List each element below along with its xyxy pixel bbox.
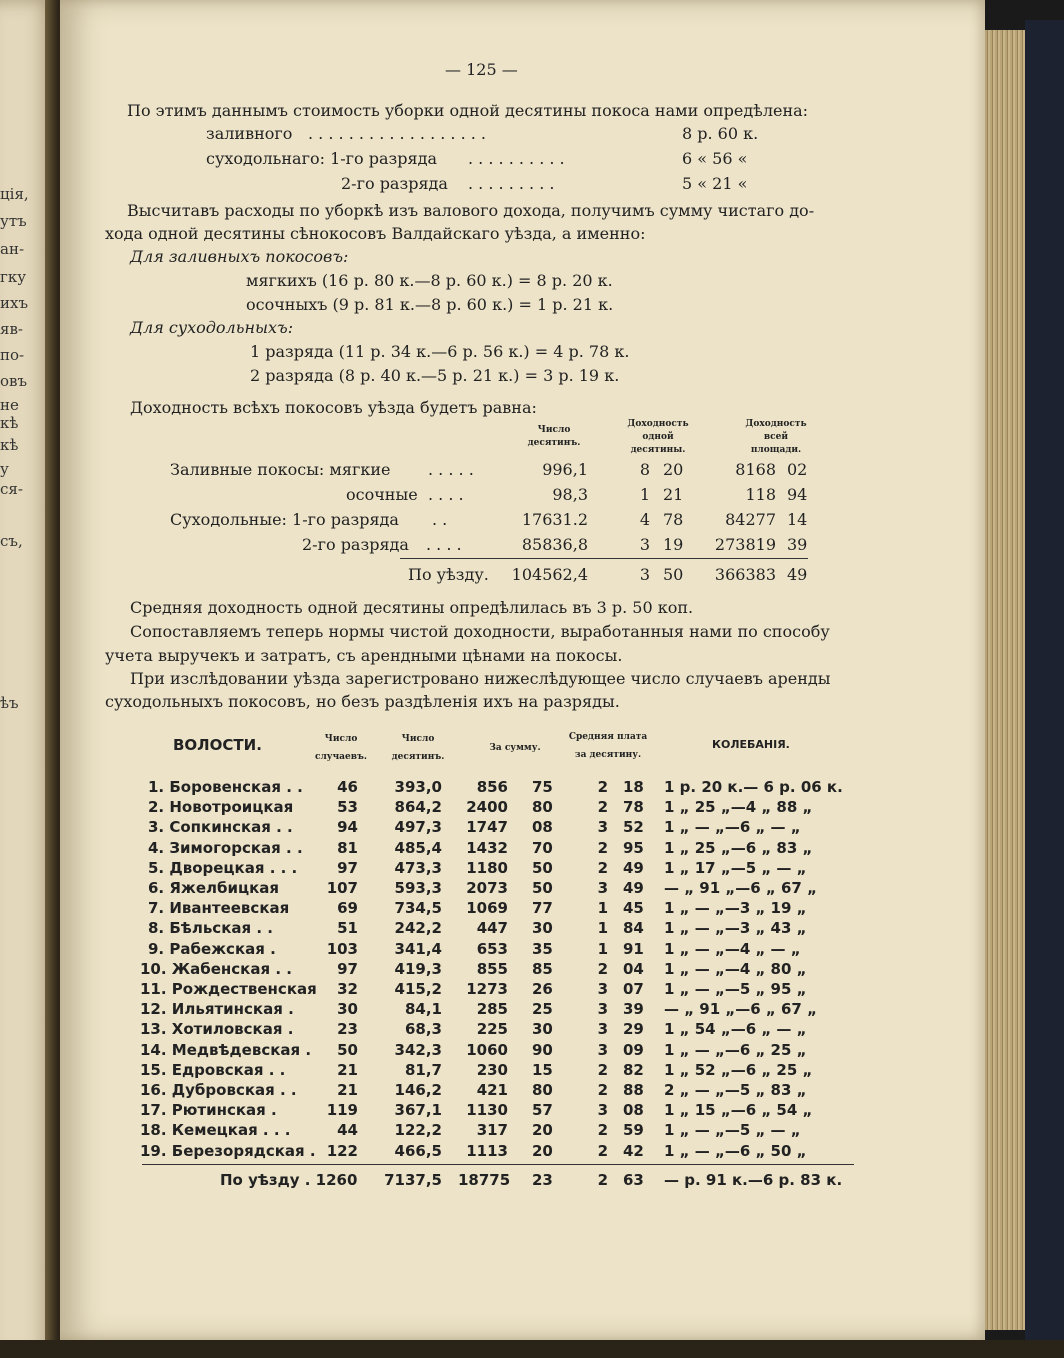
- t1-area: 98,3: [552, 485, 588, 504]
- page: [60, 0, 985, 1340]
- left-fragment: овъ: [0, 372, 28, 390]
- area: 84,1: [404, 1000, 442, 1018]
- cases: 23: [337, 1020, 358, 1038]
- avg-r: 2: [597, 839, 608, 857]
- t2-total-avg-r: 2: [597, 1171, 608, 1189]
- area: 415,2: [394, 980, 442, 998]
- left-fragment: ція,: [0, 185, 29, 203]
- t2-total-area: 7137,5: [384, 1171, 442, 1189]
- area: 864,2: [394, 798, 442, 816]
- avg-k: 59: [623, 1121, 644, 1139]
- avg-r: 2: [597, 798, 608, 816]
- t2-total-range: — р. 91 к.—6 р. 83 к.: [664, 1171, 843, 1189]
- sum-k: 20: [532, 1142, 553, 1160]
- sum-k: 70: [532, 839, 553, 857]
- t2-total-sum-r: 18775: [458, 1171, 511, 1189]
- cost-dots: . . . . . . . . .: [468, 174, 555, 193]
- left-fragment: кѣ: [0, 414, 19, 432]
- sum-k: 30: [532, 919, 553, 937]
- t2-total-sum-k: 23: [532, 1171, 553, 1189]
- t1-r: 1: [639, 485, 650, 504]
- formula-row: осочныхъ (9 р. 81 к.—8 р. 60 к.) = 1 р. 21 к.: [246, 295, 614, 314]
- cases: 21: [337, 1081, 358, 1099]
- t1-total-r: 3: [639, 565, 650, 584]
- formula-row: 2 разряда (8 р. 40 к.—5 р. 21 к.) = 3 р. 19 к.: [250, 366, 620, 385]
- avg-k: 91: [623, 940, 644, 958]
- cases: 103: [326, 940, 358, 958]
- avg-k: 49: [623, 879, 644, 897]
- t1-dots: . . . .: [428, 485, 464, 504]
- range: 1 „ — „—6 „ 25 „: [664, 1041, 807, 1059]
- area: 341,4: [394, 940, 442, 958]
- t1-dots: . . . . .: [428, 460, 474, 479]
- t2-sum-rule: [142, 1164, 854, 1165]
- avg-k: 29: [623, 1020, 644, 1038]
- avg-k: 07: [623, 980, 644, 998]
- cases: 46: [337, 778, 358, 796]
- avg-r: 2: [597, 1061, 608, 1079]
- avg-k: 88: [623, 1081, 644, 1099]
- book-cover: [1025, 20, 1064, 1358]
- cases: 53: [337, 798, 358, 816]
- sum-r: 1060: [466, 1041, 508, 1059]
- cost-label: 2-го разряда: [341, 174, 448, 193]
- avg-r: 3: [597, 1020, 608, 1038]
- sum-k: 30: [532, 1020, 553, 1038]
- left-fragment: у: [0, 460, 9, 478]
- sum-r: 1747: [466, 818, 508, 836]
- cases: 97: [337, 859, 358, 877]
- t1-dots: . .: [432, 510, 448, 529]
- range: — „ 91 „—6 „ 67 „: [664, 1000, 817, 1018]
- formula-row: 1 разряда (11 р. 34 к.—6 р. 56 к.) = 4 р. 78 к.: [250, 342, 630, 361]
- area: 485,4: [394, 839, 442, 857]
- cases: 32: [337, 980, 358, 998]
- avg-r: 2: [597, 778, 608, 796]
- t2-header-sum: За сумму.: [489, 743, 541, 753]
- t1-k: 19: [663, 535, 684, 554]
- t1-area: 85836,8: [521, 535, 588, 554]
- sum-k: 08: [532, 818, 553, 836]
- avg-r: 2: [597, 1081, 608, 1099]
- intro-text: По этимъ даннымъ стоимость уборки одной десятины покоса нами опредѣлена:: [127, 101, 809, 120]
- range: 2 „ — „—5 „ 83 „: [664, 1081, 807, 1099]
- paragraph-line: хода одной десятины сѣнокосовъ Валдайскаго уѣзда, а именно:: [105, 224, 646, 243]
- volost-name: 13. Хотиловская .: [140, 1020, 294, 1038]
- t2-header-avg: Средняя плата за десятину.: [568, 732, 648, 760]
- t1-tr: 273819: [714, 535, 776, 554]
- area: 342,3: [394, 1041, 442, 1059]
- cases: 122: [326, 1142, 358, 1160]
- avg-r: 3: [597, 879, 608, 897]
- left-fragment: кѣ: [0, 436, 19, 454]
- volost-name: 10. Жабенская . .: [140, 960, 292, 978]
- area: 68,3: [404, 1020, 442, 1038]
- range: 1 „ — „—3 „ 43 „: [664, 919, 807, 937]
- sum-r: 855: [476, 960, 508, 978]
- volost-name: 5. Дворецкая . . .: [148, 859, 298, 877]
- area: 734,5: [394, 899, 442, 917]
- section-title: Для заливныхъ покосовъ:: [130, 247, 349, 266]
- t1-sum-rule: [400, 558, 808, 559]
- sum-r: 225: [476, 1020, 508, 1038]
- t1-header-per: Доходность одной десятины.: [627, 419, 689, 455]
- avg-k: 49: [623, 859, 644, 877]
- sum-k: 85: [532, 960, 553, 978]
- sum-r: 1130: [466, 1101, 508, 1119]
- left-fragment: яв-: [0, 320, 23, 338]
- cost-label: заливного: [206, 124, 293, 143]
- left-fragment: не: [0, 396, 19, 414]
- volost-name: 15. Едровская . .: [140, 1061, 286, 1079]
- cost-value: 8 р. 60 к.: [682, 124, 759, 143]
- sum-r: 1113: [466, 1142, 508, 1160]
- cost-value: 6 « 56 «: [682, 149, 748, 168]
- average-text: Средняя доходность одной десятины опредѣлилась въ 3 р. 50 коп.: [130, 598, 694, 617]
- t2-total-avg-k: 63: [623, 1171, 644, 1189]
- range: — „ 91 „—6 „ 67 „: [664, 879, 817, 897]
- avg-r: 3: [597, 1041, 608, 1059]
- volost-name: 14. Медвѣдевская .: [140, 1041, 312, 1059]
- sum-r: 1180: [466, 859, 508, 877]
- range: 1 „ — „—4 „ 80 „: [664, 960, 807, 978]
- avg-k: 18: [623, 778, 644, 796]
- area: 242,2: [394, 919, 442, 937]
- range: 1 „ — „—5 „ 95 „: [664, 980, 807, 998]
- volost-name: 16. Дубровская . .: [140, 1081, 297, 1099]
- area: 146,2: [394, 1081, 442, 1099]
- cost-dots: . . . . . . . . . .: [468, 149, 565, 168]
- t1-total-tr: 366383: [714, 565, 776, 584]
- sum-r: 2073: [466, 879, 508, 897]
- sum-k: 50: [532, 859, 553, 877]
- cases: 107: [326, 879, 358, 897]
- avg-k: 08: [623, 1101, 644, 1119]
- t1-k: 21: [663, 485, 684, 504]
- t1-r: 4: [639, 510, 650, 529]
- area: 473,3: [394, 859, 442, 877]
- t1-dots: . . . .: [426, 535, 462, 554]
- t2-header-range: КОЛЕБАНІЯ.: [712, 738, 790, 751]
- left-fragment: ихъ: [0, 294, 29, 312]
- avg-k: 84: [623, 919, 644, 937]
- avg-k: 78: [623, 798, 644, 816]
- t1-label: 2-го разряда: [302, 535, 409, 554]
- volost-name: 9. Рабежская .: [148, 940, 276, 958]
- sum-k: 35: [532, 940, 553, 958]
- avg-r: 3: [597, 980, 608, 998]
- formula-row: мягкихъ (16 р. 80 к.—8 р. 60 к.) = 8 р. 20 к.: [246, 271, 613, 290]
- range: 1 „ — „—4 „ — „: [664, 940, 801, 958]
- t1-tr: 118: [745, 485, 776, 504]
- t1-k: 20: [663, 460, 684, 479]
- section-title: Для суходольныхъ:: [130, 318, 294, 337]
- range: 1 „ — „—5 „ — „: [664, 1121, 801, 1139]
- left-fragment: съ,: [0, 532, 23, 550]
- bottom-shadow: [0, 1340, 1064, 1358]
- t1-tk: 02: [787, 460, 808, 479]
- paragraph-line: Сопоставляемъ теперь нормы чистой доходности, выработанныя нами по способу: [130, 622, 830, 641]
- sum-k: 77: [532, 899, 553, 917]
- sum-k: 80: [532, 1081, 553, 1099]
- sum-r: 2400: [466, 798, 508, 816]
- sum-k: 50: [532, 879, 553, 897]
- left-fragment: ся-: [0, 480, 23, 498]
- avg-r: 1: [597, 940, 608, 958]
- cases: 69: [337, 899, 358, 917]
- volost-name: 8. Бѣльская . .: [148, 919, 273, 937]
- volost-name: 3. Сопкинская . .: [148, 818, 293, 836]
- t1-header-total: Доходность всей площади.: [745, 419, 807, 455]
- cost-value: 5 « 21 «: [682, 174, 748, 193]
- sum-k: 20: [532, 1121, 553, 1139]
- t1-label: Заливные покосы: мягкие: [170, 460, 391, 479]
- area: 593,3: [394, 879, 442, 897]
- sum-k: 15: [532, 1061, 553, 1079]
- sum-r: 230: [476, 1061, 508, 1079]
- t1-area: 996,1: [542, 460, 588, 479]
- area: 81,7: [404, 1061, 442, 1079]
- paragraph-line: Высчитавъ расходы по уборкѣ изъ валового дохода, получимъ сумму чистаго до-: [127, 201, 815, 220]
- sum-r: 447: [476, 919, 508, 937]
- avg-r: 2: [597, 859, 608, 877]
- t1-r: 8: [639, 460, 650, 479]
- range: 1 „ 54 „—6 „ — „: [664, 1020, 807, 1038]
- volost-name: 4. Зимогорская . .: [148, 839, 303, 857]
- avg-k: 82: [623, 1061, 644, 1079]
- cases: 21: [337, 1061, 358, 1079]
- left-fragment: ѣъ: [0, 694, 19, 712]
- avg-k: 45: [623, 899, 644, 917]
- range: 1 „ 17 „—5 „ — „: [664, 859, 807, 877]
- sum-r: 1432: [466, 839, 508, 857]
- left-fragment: ан-: [0, 240, 25, 258]
- sum-r: 1069: [466, 899, 508, 917]
- paragraph-line: При изслѣдовании уѣзда зарегистровано нижеслѣдующее число случаевъ аренды: [130, 669, 831, 688]
- area: 367,1: [394, 1101, 442, 1119]
- avg-k: 52: [623, 818, 644, 836]
- sum-k: 57: [532, 1101, 553, 1119]
- cases: 51: [337, 919, 358, 937]
- t2-header-cases: Число случаевъ.: [314, 734, 368, 762]
- t1-label: Суходольные: 1-го разряда: [170, 510, 399, 529]
- avg-r: 2: [597, 960, 608, 978]
- paragraph-line: учета выручекъ и затратъ, съ арендными цѣнами на покосы.: [105, 646, 623, 665]
- section-title: Доходность всѣхъ покосовъ уѣзда будетъ равна:: [130, 398, 537, 417]
- cases: 81: [337, 839, 358, 857]
- volost-name: 6. Яжелбицкая: [148, 879, 280, 897]
- sum-r: 1273: [466, 980, 508, 998]
- area: 497,3: [394, 818, 442, 836]
- area: 466,5: [394, 1142, 442, 1160]
- page-edges: [985, 30, 1025, 1330]
- t2-header-volost: ВОЛОСТИ.: [173, 736, 262, 754]
- volost-name: 19. Березорядская .: [140, 1142, 316, 1160]
- avg-r: 3: [597, 1101, 608, 1119]
- range: 1 „ 52 „—6 „ 25 „: [664, 1061, 813, 1079]
- t1-total-area: 104562,4: [511, 565, 588, 584]
- t2-header-area: Число десятинъ.: [391, 734, 445, 762]
- volost-name: 12. Ильятинская .: [140, 1000, 294, 1018]
- left-fragment: гку: [0, 268, 27, 286]
- area: 122,2: [394, 1121, 442, 1139]
- cases: 97: [337, 960, 358, 978]
- t1-tr: 8168: [735, 460, 776, 479]
- sum-k: 90: [532, 1041, 553, 1059]
- avg-k: 95: [623, 839, 644, 857]
- volost-name: 2. Новотроицкая: [148, 798, 294, 816]
- volost-name: 17. Рютинская .: [140, 1101, 277, 1119]
- cases: 50: [337, 1041, 358, 1059]
- sum-k: 80: [532, 798, 553, 816]
- avg-k: 09: [623, 1041, 644, 1059]
- t1-tk: 94: [787, 485, 808, 504]
- sum-r: 421: [476, 1081, 508, 1099]
- t1-total-tk: 49: [787, 565, 808, 584]
- sum-k: 25: [532, 1000, 553, 1018]
- sum-k: 75: [532, 778, 553, 796]
- t1-label: осочные: [346, 485, 418, 504]
- paragraph-line: суходольныхъ покосовъ, но безъ раздѣленія ихъ на разряды.: [105, 692, 620, 711]
- range: 1 „ 25 „—6 „ 83 „: [664, 839, 813, 857]
- cost-dots: . . . . . . . . . . . . . . . . . .: [308, 124, 487, 143]
- sum-r: 856: [476, 778, 508, 796]
- cases: 44: [337, 1121, 358, 1139]
- cases: 30: [337, 1000, 358, 1018]
- avg-r: 3: [597, 818, 608, 836]
- cases: 119: [326, 1101, 358, 1119]
- t2-total-label: По уѣзду . 1260: [220, 1171, 358, 1189]
- t1-r: 3: [639, 535, 650, 554]
- volost-name: 1. Боровенская . .: [148, 778, 303, 796]
- range: 1 р. 20 к.— 6 р. 06 к.: [664, 778, 843, 796]
- left-fragment: утъ: [0, 212, 27, 230]
- range: 1 „ — „—6 „ 50 „: [664, 1142, 807, 1160]
- avg-k: 42: [623, 1142, 644, 1160]
- t1-tr: 84277: [725, 510, 776, 529]
- range: 1 „ — „—6 „ — „: [664, 818, 801, 836]
- left-fragment: по-: [0, 346, 25, 364]
- volost-name: 18. Кемецкая . . .: [140, 1121, 291, 1139]
- t1-header-area: Число десятинъ.: [527, 425, 581, 448]
- sum-r: 317: [476, 1121, 508, 1139]
- area: 419,3: [394, 960, 442, 978]
- avg-r: 1: [597, 919, 608, 937]
- area: 393,0: [394, 778, 442, 796]
- t1-total-k: 50: [663, 565, 684, 584]
- t1-k: 78: [663, 510, 684, 529]
- t1-total-label: По уѣзду.: [408, 565, 489, 584]
- avg-k: 04: [623, 960, 644, 978]
- page-number: — 125 —: [445, 60, 518, 79]
- avg-r: 2: [597, 1142, 608, 1160]
- cases: 94: [337, 818, 358, 836]
- t1-area: 17631.2: [521, 510, 588, 529]
- range: 1 „ 25 „—4 „ 88 „: [664, 798, 813, 816]
- t1-tk: 39: [787, 535, 808, 554]
- avg-r: 2: [597, 1121, 608, 1139]
- t1-tk: 14: [787, 510, 808, 529]
- sum-r: 653: [476, 940, 508, 958]
- sum-k: 26: [532, 980, 553, 998]
- range: 1 „ — „—3 „ 19 „: [664, 899, 807, 917]
- avg-r: 1: [597, 899, 608, 917]
- range: 1 „ 15 „—6 „ 54 „: [664, 1101, 813, 1119]
- sum-r: 285: [476, 1000, 508, 1018]
- volost-name: 7. Ивантеевская: [148, 899, 290, 917]
- volost-name: 11. Рождественская: [140, 980, 317, 998]
- avg-k: 39: [623, 1000, 644, 1018]
- cost-label: суходольнаго: 1-го разряда: [206, 149, 438, 168]
- avg-r: 3: [597, 1000, 608, 1018]
